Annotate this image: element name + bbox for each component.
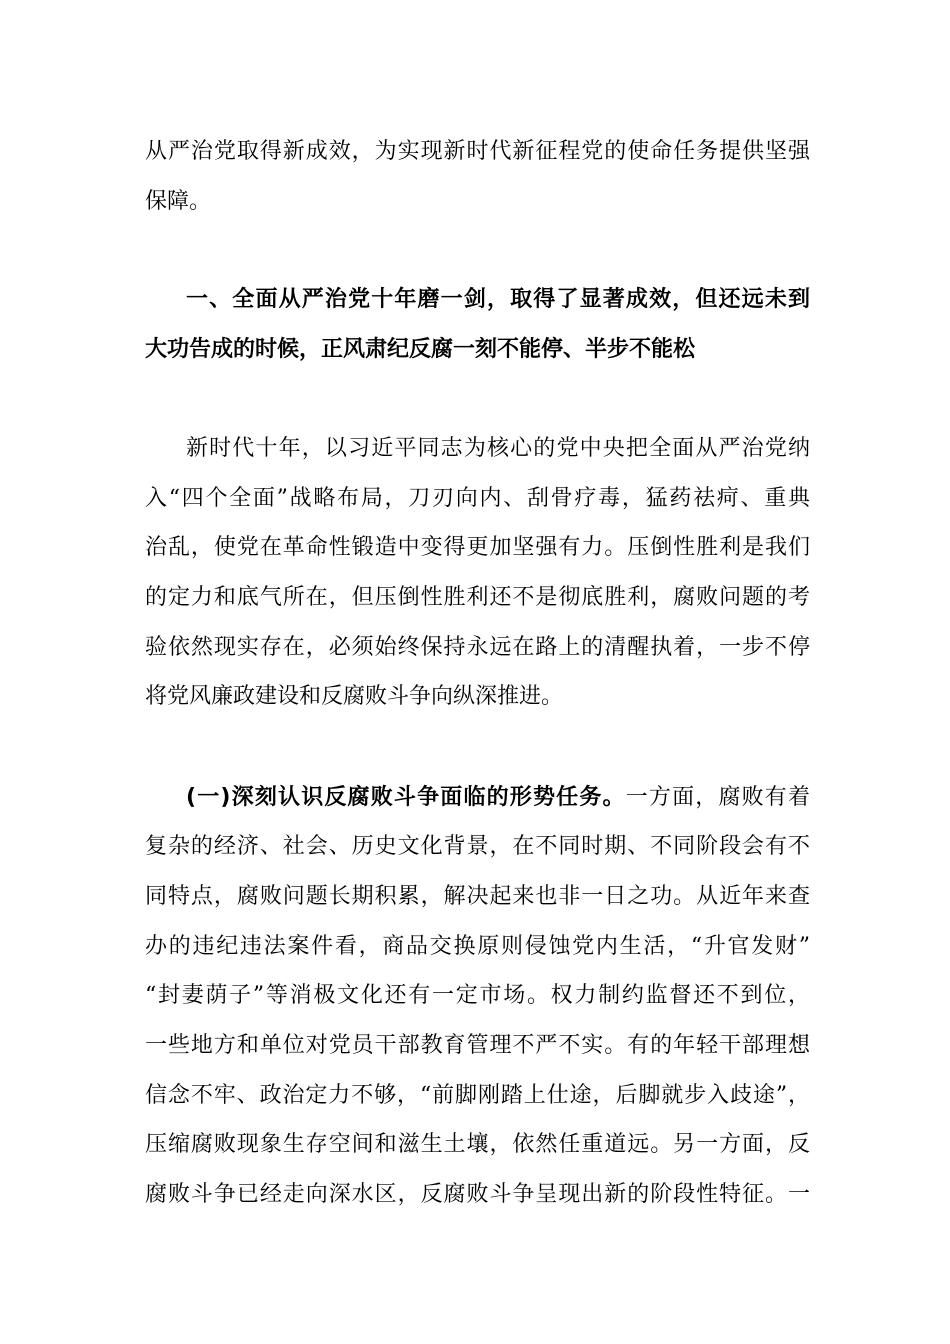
subsection-lead-line <box>186 783 810 813</box>
subsection-line-8: 腐败斗争已经走向深水区，反腐败斗争呈现出新的阶段性特征。一 <box>145 1182 810 1207</box>
subsection-line-3: 办的违纪违法案件看，商品交换原则侵蚀党内生活，“升官发财” <box>145 934 810 959</box>
section-heading-line-1: 一、全面从严治党十年磨一剑，取得了显著成效，但还远未到 <box>186 287 810 312</box>
intro-line-1: 从严治党取得新成效，为实现新时代新征程党的使命任务提供坚强 <box>145 139 810 164</box>
subsection-line-6: 信念不牢、政治定力不够，“前脚刚踏上仕途，后脚就步入歧途”， <box>145 1083 810 1108</box>
subsection-line-5: 一些地方和单位对党员干部教育管理不严不实。有的年轻干部理想 <box>145 1033 810 1058</box>
subsection-line-4: “封妻荫子”等消极文化还有一定市场。权力制约监督还不到位， <box>145 983 810 1008</box>
paragraph-line-1: 新时代十年，以习近平同志为核心的党中央把全面从严治党纳 <box>186 436 810 461</box>
subsection-lead-bold: (一)深刻认识反腐败斗争面临的形势任务。 <box>186 785 626 810</box>
paragraph-line-2: 入“四个全面”战略布局，刀刃向内、刮骨疗毒，猛药祛疴、重典 <box>145 486 810 511</box>
paragraph-line-6: 将党风廉政建设和反腐败斗争向纵深推进。 <box>145 684 564 709</box>
subsection-lead-rest: 一方面，腐败有着 <box>625 785 810 810</box>
paragraph-line-4: 的定力和底气所在，但压倒性胜利还不是彻底胜利，腐败问题的考 <box>145 585 810 610</box>
intro-line-2: 保障。 <box>145 189 212 214</box>
subsection-line-7: 压缩腐败现象生存空间和滋生土壤，依然任重道远。另一方面，反 <box>145 1132 810 1157</box>
subsection-line-1: 复杂的经济、社会、历史文化背景，在不同时期、不同阶段会有不 <box>145 834 810 859</box>
paragraph-line-5: 验依然现实存在，必须始终保持永远在路上的清醒执着，一步不停 <box>145 635 810 660</box>
paragraph-line-3: 治乱，使党在革命性锻造中变得更加坚强有力。压倒性胜利是我们 <box>145 535 810 560</box>
section-heading-line-2: 大功告成的时候，正风肃纪反腐一刻不能停、半步不能松 <box>145 337 696 362</box>
subsection-line-2: 同特点，腐败问题长期积累，解决起来也非一日之功。从近年来查 <box>145 884 810 909</box>
